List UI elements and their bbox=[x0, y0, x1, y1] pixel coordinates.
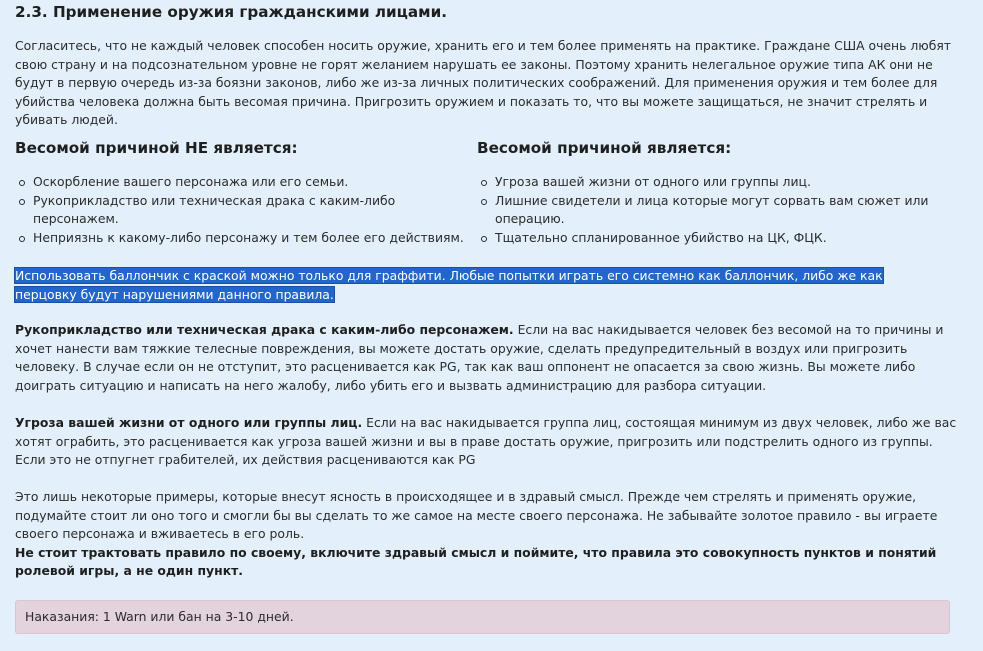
list-item: Тщательно спланированное убийство на ЦК, ФЦК. bbox=[495, 229, 940, 248]
list-item: Лишние свидетели и лица которые могут сорвать вам сюжет или операцию. bbox=[495, 192, 940, 229]
case-fight-paragraph bbox=[15, 321, 967, 395]
case-threat-paragraph bbox=[15, 414, 967, 470]
list-item: Оскорбление вашего персонажа или его семьи. bbox=[33, 173, 473, 192]
conclusion-text: Это лишь некоторые примеры, которые внесут ясность в происходящее и в здравый смысл. Прежде чем стрелять и применять оружие, подумайте стоит ли оно того и смогли бы вы сделать то же самое на месте своего персонажа. Не забывайте золотое правило - вы играете своего персонажа и вживаетесь в его роль. bbox=[15, 489, 938, 542]
list-item: Угроза вашей жизни от одного или группы лиц. bbox=[495, 173, 940, 192]
case-threat-lead: Угроза вашей жизни от одного или группы лиц. bbox=[15, 415, 363, 430]
not-reason-heading: Весомой причиной НЕ является: bbox=[15, 139, 298, 157]
list-item: Неприязнь к какому-либо персонажу и тем более его действиям. bbox=[33, 229, 473, 248]
highlighted-rule: Использовать баллончик с краской можно только для граффити. Любые попытки играть его системно как баллончик, либо же как перцовку будут нарушениями данного правила. bbox=[15, 268, 883, 302]
case-fight-lead: Рукоприкладство или техническая драка с каким-либо персонажем. bbox=[15, 322, 514, 337]
not-reason-list bbox=[15, 173, 473, 247]
case-fight-text: Если на вас накидывается человек без весомой на то причины и хочет нанести вам тяжкие телесные повреждения, вы можете достать оружие, сделать предупредительный в воздух или пригрозить человеку. В случае если он не отступит, это расценивается как PG, так как ваш оппонент не опасается за свою жизнь. Вы можете либо доиграть ситуацию и написать на него жалобу, либо убить его и вызвать администрацию для разбора ситуации. bbox=[15, 322, 944, 393]
conclusion-bold: Не стоит трактовать правило по своему, включите здравый смысл и поймите, что правила это совокупность пунктов и понятий ролевой игры, а не один пункт. bbox=[15, 544, 937, 579]
intro-paragraph: Согласитесь, что не каждый человек способен носить оружие, хранить его и тем более применять на практике. Граждане США очень любят свою страну и на подсознательном уровне не горят желанием нарушать ее законы. Поэтому хранить нелегальное оружие типа АК они не будут в первую очередь из-за боязни законов, либо же из-за личных политических соображений. Для применения оружия и тем более для убийства человека должна быть весомая причина. Пригрозить оружием и показать то, что вы можете защищаться, не значит стрелять и убивать людей. bbox=[15, 38, 952, 128]
is-reason-heading: Весомой причиной является: bbox=[477, 139, 732, 157]
penalty-box: Наказания: 1 Warn или бан на 3-10 дней. bbox=[15, 600, 950, 634]
conclusion-paragraph bbox=[15, 488, 967, 581]
case-threat-text: Если на вас накидывается группа лиц, состоящая минимум из двух человек, либо же вас хотят ограбить, это расценивается как угроза вашей жизни и вы в праве достать оружие, пригрозить или подстрелить одного из группы. Если это не отпугнет грабителей, их действия расцениваются как PG bbox=[15, 415, 957, 468]
selected-highlight-text[interactable] bbox=[15, 267, 930, 304]
is-reason-list bbox=[477, 173, 940, 247]
section-title: 2.3. Применение оружия гражданскими лицами. bbox=[15, 3, 447, 21]
list-item: Рукоприкладство или техническая драка с каким-либо персонажем. bbox=[33, 192, 473, 229]
